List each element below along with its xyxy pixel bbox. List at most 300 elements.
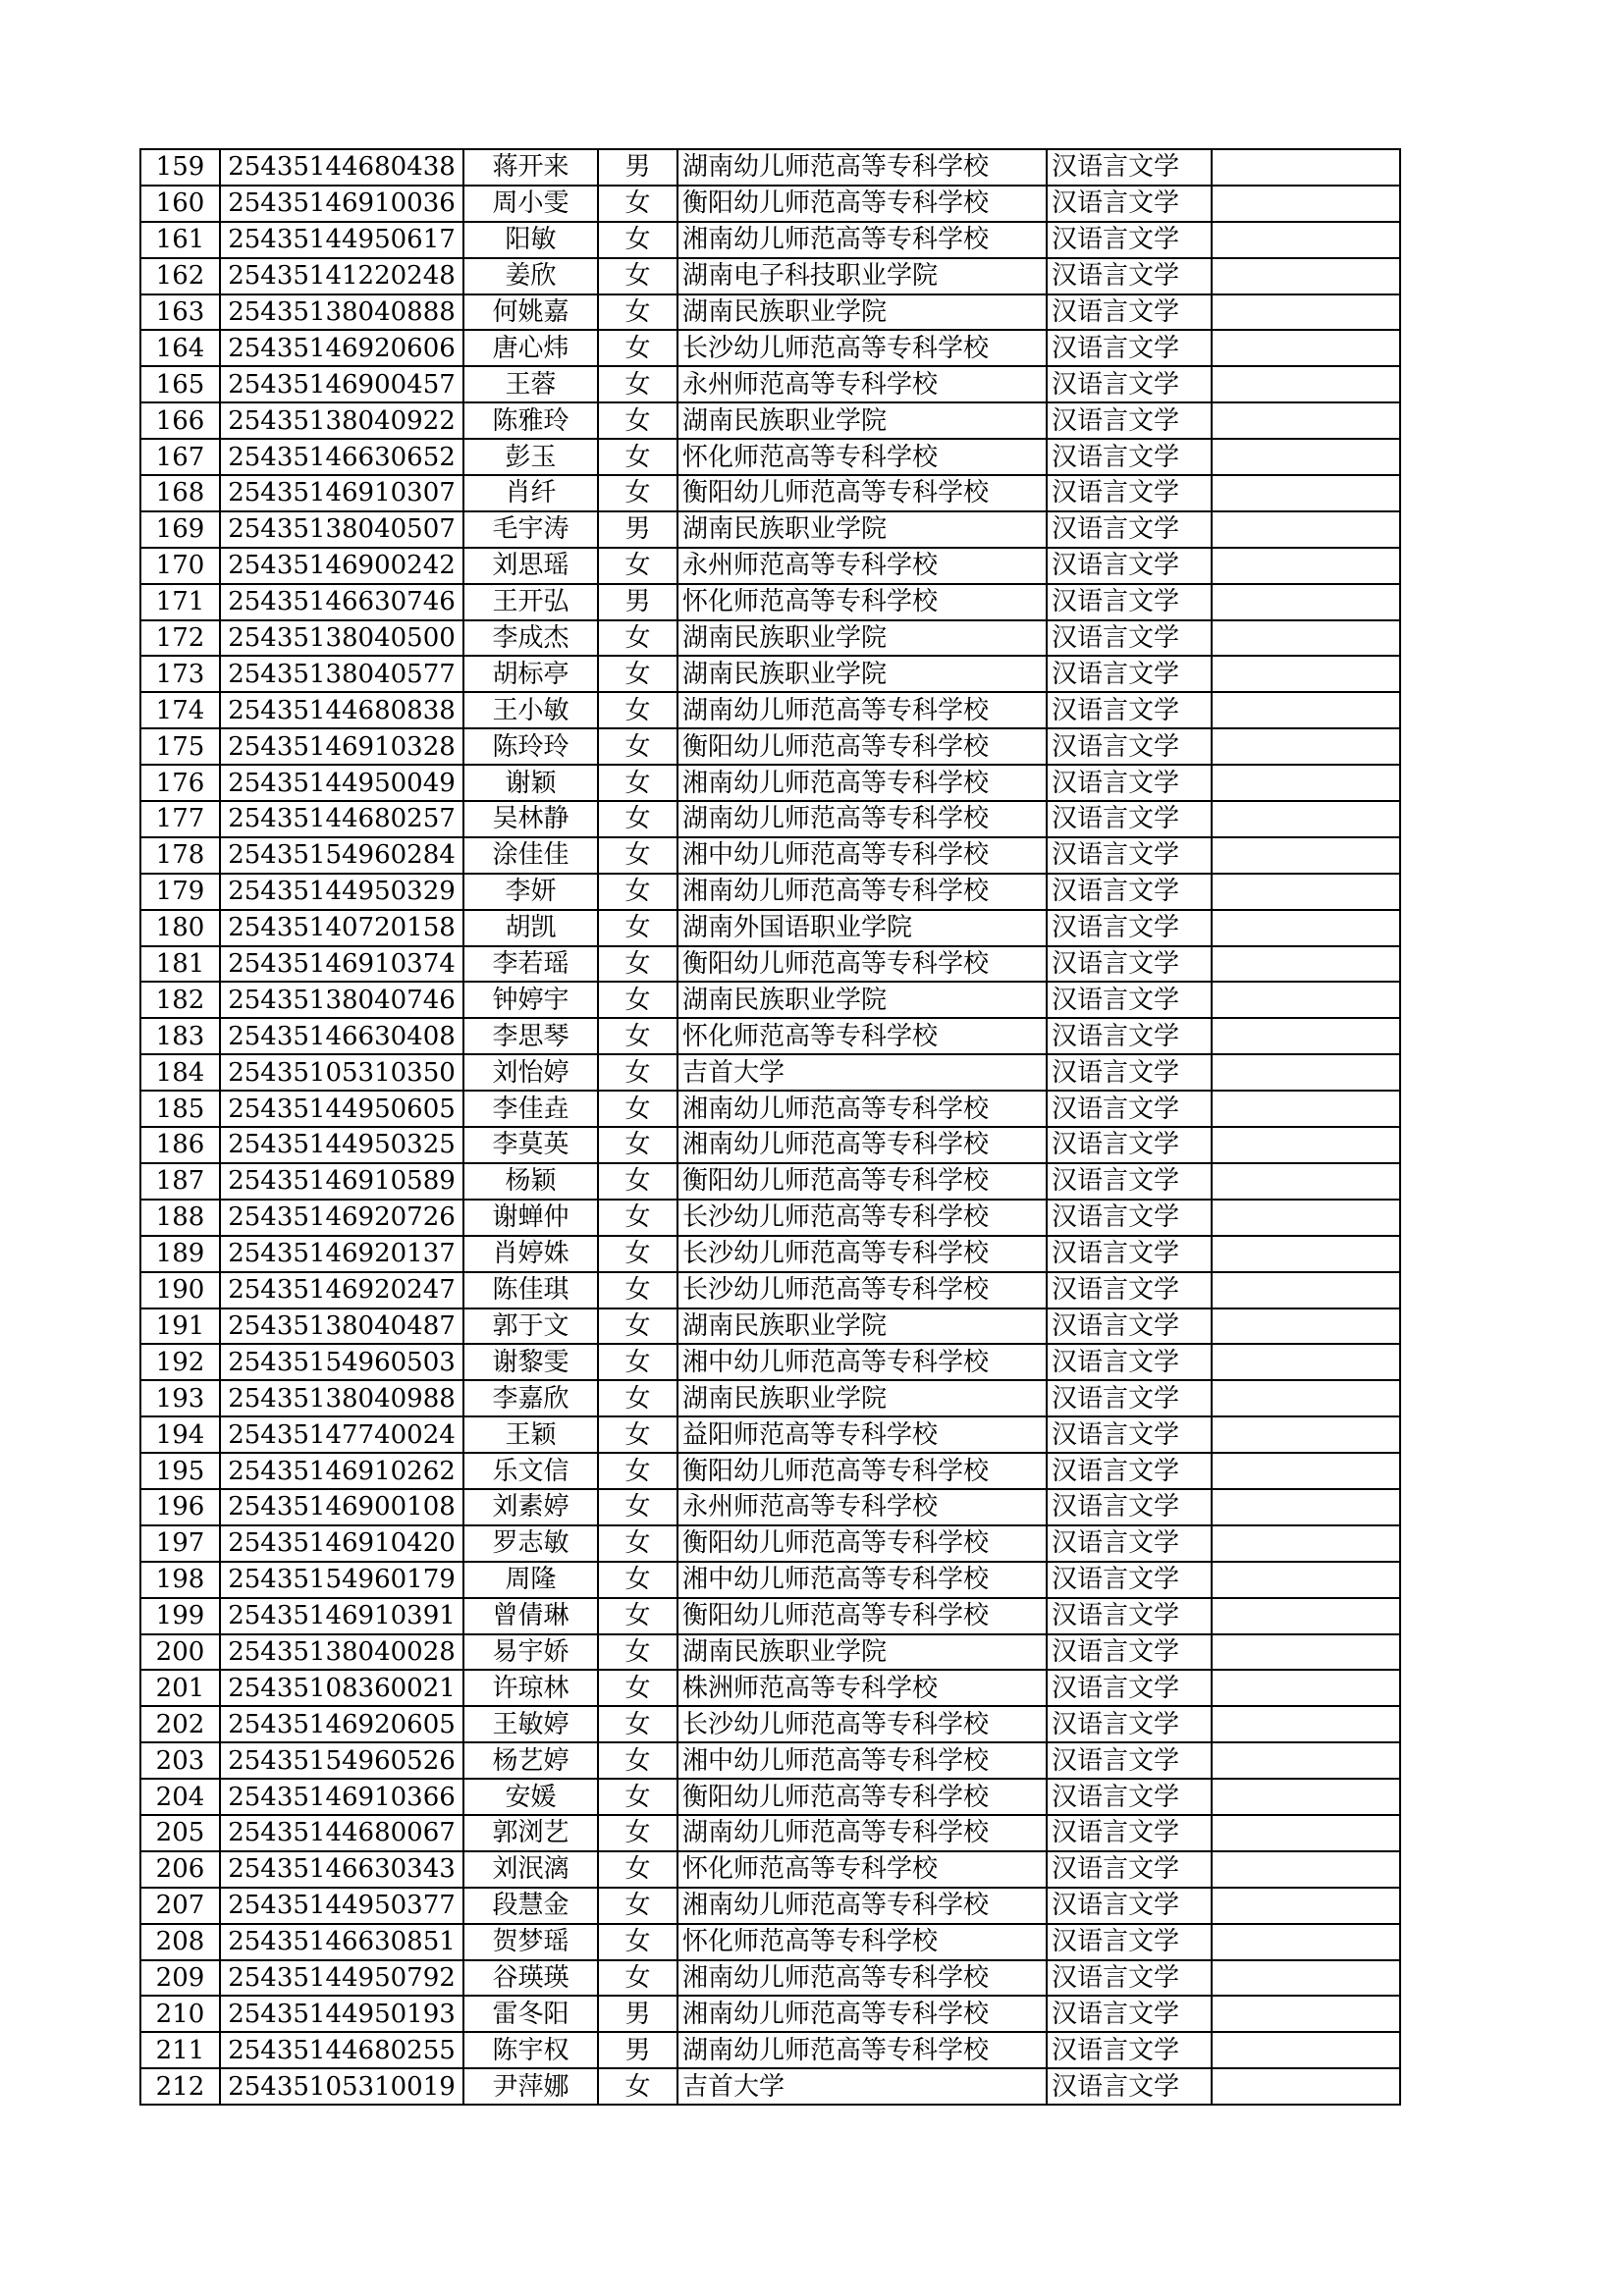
gender-cell: 女 xyxy=(598,1815,677,1851)
candidate-id-cell: 25435141220248 xyxy=(220,258,463,294)
remark-cell xyxy=(1212,1996,1400,2032)
candidate-id-cell: 25435138040500 xyxy=(220,620,463,657)
candidate-id-cell: 25435146630851 xyxy=(220,1924,463,1960)
remark-cell xyxy=(1212,1851,1400,1888)
serial-number-cell: 161 xyxy=(140,222,220,258)
name-cell: 陈玲玲 xyxy=(463,728,598,765)
serial-number-cell: 176 xyxy=(140,765,220,801)
remark-cell xyxy=(1212,1489,1400,1525)
name-cell: 谢颖 xyxy=(463,765,598,801)
name-cell: 王蓉 xyxy=(463,366,598,402)
serial-number-cell: 174 xyxy=(140,692,220,728)
gender-cell: 女 xyxy=(598,1091,677,1127)
candidate-id-cell: 25435146910374 xyxy=(220,946,463,983)
candidate-id-cell: 25435138040507 xyxy=(220,511,463,548)
table-row xyxy=(140,439,1400,475)
name-cell: 吴林静 xyxy=(463,801,598,837)
table-row xyxy=(140,149,1400,186)
name-cell: 刘思瑶 xyxy=(463,548,598,584)
name-cell: 钟婷宇 xyxy=(463,982,598,1018)
gender-cell: 女 xyxy=(598,1670,677,1706)
school-cell: 衡阳幼儿师范高等专科学校 xyxy=(677,728,1047,765)
table-row xyxy=(140,1054,1400,1091)
table-row xyxy=(140,366,1400,402)
candidate-id-cell: 25435105310350 xyxy=(220,1054,463,1091)
serial-number-cell: 163 xyxy=(140,294,220,331)
candidate-id-cell: 25435144950193 xyxy=(220,1996,463,2032)
major-cell: 汉语言文学 xyxy=(1047,330,1212,366)
gender-cell: 女 xyxy=(598,1706,677,1742)
remark-cell xyxy=(1212,402,1400,439)
candidate-id-cell: 25435144680257 xyxy=(220,801,463,837)
gender-cell: 女 xyxy=(598,1634,677,1671)
candidate-id-cell: 25435146630746 xyxy=(220,584,463,620)
name-cell: 谷瑛瑛 xyxy=(463,1960,598,1997)
major-cell: 汉语言文学 xyxy=(1047,946,1212,983)
remark-cell xyxy=(1212,728,1400,765)
table-row xyxy=(140,910,1400,946)
remark-cell xyxy=(1212,222,1400,258)
school-cell: 怀化师范高等专科学校 xyxy=(677,439,1047,475)
table-row xyxy=(140,1960,1400,1997)
table-row xyxy=(140,1272,1400,1308)
candidate-id-cell: 25435154960503 xyxy=(220,1344,463,1380)
gender-cell: 女 xyxy=(598,1416,677,1453)
major-cell: 汉语言文学 xyxy=(1047,1888,1212,1924)
table-row xyxy=(140,294,1400,331)
gender-cell: 女 xyxy=(598,765,677,801)
candidate-id-cell: 25435146910366 xyxy=(220,1779,463,1815)
table-row xyxy=(140,837,1400,874)
candidate-id-cell: 25435146630408 xyxy=(220,1018,463,1054)
school-cell: 湖南幼儿师范高等专科学校 xyxy=(677,149,1047,186)
table-row xyxy=(140,1888,1400,1924)
table-row xyxy=(140,728,1400,765)
remark-cell xyxy=(1212,946,1400,983)
remark-cell xyxy=(1212,656,1400,692)
serial-number-cell: 210 xyxy=(140,1996,220,2032)
serial-number-cell: 208 xyxy=(140,1924,220,1960)
name-cell: 何姚嘉 xyxy=(463,294,598,331)
remark-cell xyxy=(1212,1018,1400,1054)
gender-cell: 女 xyxy=(598,1344,677,1380)
major-cell: 汉语言文学 xyxy=(1047,2068,1212,2105)
remark-cell xyxy=(1212,982,1400,1018)
major-cell: 汉语言文学 xyxy=(1047,1960,1212,1997)
major-cell: 汉语言文学 xyxy=(1047,1308,1212,1345)
candidate-id-cell: 25435144950049 xyxy=(220,765,463,801)
remark-cell xyxy=(1212,1236,1400,1272)
candidate-id-cell: 25435146900108 xyxy=(220,1489,463,1525)
remark-cell xyxy=(1212,1272,1400,1308)
school-cell: 湘南幼儿师范高等专科学校 xyxy=(677,1091,1047,1127)
remark-cell xyxy=(1212,149,1400,186)
major-cell: 汉语言文学 xyxy=(1047,728,1212,765)
gender-cell: 女 xyxy=(598,801,677,837)
gender-cell: 女 xyxy=(598,1924,677,1960)
school-cell: 永州师范高等专科学校 xyxy=(677,1489,1047,1525)
table-row xyxy=(140,1236,1400,1272)
school-cell: 湖南民族职业学院 xyxy=(677,1308,1047,1345)
candidate-id-cell: 25435138040988 xyxy=(220,1380,463,1416)
major-cell: 汉语言文学 xyxy=(1047,1489,1212,1525)
serial-number-cell: 160 xyxy=(140,186,220,222)
remark-cell xyxy=(1212,910,1400,946)
table-row xyxy=(140,1489,1400,1525)
name-cell: 郭于文 xyxy=(463,1308,598,1345)
remark-cell xyxy=(1212,1127,1400,1163)
gender-cell: 女 xyxy=(598,1742,677,1779)
serial-number-cell: 195 xyxy=(140,1453,220,1489)
gender-cell: 男 xyxy=(598,511,677,548)
serial-number-cell: 185 xyxy=(140,1091,220,1127)
serial-number-cell: 169 xyxy=(140,511,220,548)
name-cell: 李妍 xyxy=(463,874,598,910)
gender-cell: 女 xyxy=(598,1525,677,1562)
gender-cell: 女 xyxy=(598,1489,677,1525)
school-cell: 湘南幼儿师范高等专科学校 xyxy=(677,222,1047,258)
serial-number-cell: 173 xyxy=(140,656,220,692)
serial-number-cell: 164 xyxy=(140,330,220,366)
candidate-id-cell: 25435146630343 xyxy=(220,1851,463,1888)
candidate-id-cell: 25435144680438 xyxy=(220,149,463,186)
table-row xyxy=(140,475,1400,511)
name-cell: 彭玉 xyxy=(463,439,598,475)
major-cell: 汉语言文学 xyxy=(1047,1453,1212,1489)
school-cell: 怀化师范高等专科学校 xyxy=(677,1924,1047,1960)
school-cell: 湘中幼儿师范高等专科学校 xyxy=(677,837,1047,874)
remark-cell xyxy=(1212,1054,1400,1091)
candidate-id-cell: 25435146910391 xyxy=(220,1598,463,1634)
name-cell: 刘泯漓 xyxy=(463,1851,598,1888)
serial-number-cell: 206 xyxy=(140,1851,220,1888)
table-row xyxy=(140,801,1400,837)
school-cell: 怀化师范高等专科学校 xyxy=(677,584,1047,620)
table-row xyxy=(140,330,1400,366)
table-row xyxy=(140,1742,1400,1779)
name-cell: 雷冬阳 xyxy=(463,1996,598,2032)
candidate-id-cell: 25435146910036 xyxy=(220,186,463,222)
name-cell: 乐文信 xyxy=(463,1453,598,1489)
candidate-id-cell: 25435146910589 xyxy=(220,1163,463,1200)
table-row xyxy=(140,874,1400,910)
major-cell: 汉语言文学 xyxy=(1047,982,1212,1018)
remark-cell xyxy=(1212,1091,1400,1127)
remark-cell xyxy=(1212,765,1400,801)
candidate-id-cell: 25435138040746 xyxy=(220,982,463,1018)
major-cell: 汉语言文学 xyxy=(1047,1380,1212,1416)
name-cell: 肖婷姝 xyxy=(463,1236,598,1272)
candidate-id-cell: 25435146910307 xyxy=(220,475,463,511)
serial-number-cell: 205 xyxy=(140,1815,220,1851)
major-cell: 汉语言文学 xyxy=(1047,222,1212,258)
serial-number-cell: 182 xyxy=(140,982,220,1018)
school-cell: 湖南民族职业学院 xyxy=(677,402,1047,439)
table-row xyxy=(140,222,1400,258)
major-cell: 汉语言文学 xyxy=(1047,1851,1212,1888)
candidate-id-cell: 25435154960284 xyxy=(220,837,463,874)
school-cell: 衡阳幼儿师范高等专科学校 xyxy=(677,1453,1047,1489)
serial-number-cell: 165 xyxy=(140,366,220,402)
serial-number-cell: 184 xyxy=(140,1054,220,1091)
name-cell: 刘素婷 xyxy=(463,1489,598,1525)
table-row xyxy=(140,584,1400,620)
major-cell: 汉语言文学 xyxy=(1047,294,1212,331)
name-cell: 周隆 xyxy=(463,1562,598,1598)
name-cell: 李莫英 xyxy=(463,1127,598,1163)
table-row xyxy=(140,620,1400,657)
candidate-id-cell: 25435146900457 xyxy=(220,366,463,402)
serial-number-cell: 200 xyxy=(140,1634,220,1671)
name-cell: 阳敏 xyxy=(463,222,598,258)
candidate-id-cell: 25435144680255 xyxy=(220,2032,463,2068)
major-cell: 汉语言文学 xyxy=(1047,1054,1212,1091)
major-cell: 汉语言文学 xyxy=(1047,801,1212,837)
candidate-id-cell: 25435138040922 xyxy=(220,402,463,439)
serial-number-cell: 172 xyxy=(140,620,220,657)
major-cell: 汉语言文学 xyxy=(1047,1779,1212,1815)
table-row xyxy=(140,1598,1400,1634)
gender-cell: 女 xyxy=(598,982,677,1018)
school-cell: 湖南民族职业学院 xyxy=(677,294,1047,331)
gender-cell: 女 xyxy=(598,222,677,258)
name-cell: 杨颖 xyxy=(463,1163,598,1200)
gender-cell: 女 xyxy=(598,1380,677,1416)
major-cell: 汉语言文学 xyxy=(1047,1272,1212,1308)
school-cell: 衡阳幼儿师范高等专科学校 xyxy=(677,475,1047,511)
gender-cell: 女 xyxy=(598,2068,677,2105)
serial-number-cell: 191 xyxy=(140,1308,220,1345)
table-row xyxy=(140,1308,1400,1345)
table-row xyxy=(140,1851,1400,1888)
table-row xyxy=(140,258,1400,294)
table-row xyxy=(140,1779,1400,1815)
major-cell: 汉语言文学 xyxy=(1047,692,1212,728)
major-cell: 汉语言文学 xyxy=(1047,548,1212,584)
table-row xyxy=(140,1924,1400,1960)
major-cell: 汉语言文学 xyxy=(1047,1163,1212,1200)
serial-number-cell: 190 xyxy=(140,1272,220,1308)
remark-cell xyxy=(1212,1598,1400,1634)
major-cell: 汉语言文学 xyxy=(1047,1200,1212,1236)
table-row xyxy=(140,1127,1400,1163)
major-cell: 汉语言文学 xyxy=(1047,765,1212,801)
gender-cell: 男 xyxy=(598,2032,677,2068)
major-cell: 汉语言文学 xyxy=(1047,2032,1212,2068)
candidate-id-cell: 25435146910262 xyxy=(220,1453,463,1489)
name-cell: 尹萍娜 xyxy=(463,2068,598,2105)
candidate-id-cell: 25435146900242 xyxy=(220,548,463,584)
major-cell: 汉语言文学 xyxy=(1047,656,1212,692)
school-cell: 益阳师范高等专科学校 xyxy=(677,1416,1047,1453)
remark-cell xyxy=(1212,620,1400,657)
name-cell: 刘怡婷 xyxy=(463,1054,598,1091)
gender-cell: 女 xyxy=(598,728,677,765)
table-row xyxy=(140,1091,1400,1127)
major-cell: 汉语言文学 xyxy=(1047,1815,1212,1851)
school-cell: 湘南幼儿师范高等专科学校 xyxy=(677,1127,1047,1163)
gender-cell: 男 xyxy=(598,584,677,620)
table-row xyxy=(140,1344,1400,1380)
table-row xyxy=(140,1562,1400,1598)
table-row xyxy=(140,511,1400,548)
school-cell: 长沙幼儿师范高等专科学校 xyxy=(677,1200,1047,1236)
name-cell: 毛宇涛 xyxy=(463,511,598,548)
major-cell: 汉语言文学 xyxy=(1047,1091,1212,1127)
gender-cell: 女 xyxy=(598,402,677,439)
remark-cell xyxy=(1212,1924,1400,1960)
major-cell: 汉语言文学 xyxy=(1047,1634,1212,1671)
remark-cell xyxy=(1212,258,1400,294)
major-cell: 汉语言文学 xyxy=(1047,1562,1212,1598)
school-cell: 湖南幼儿师范高等专科学校 xyxy=(677,692,1047,728)
serial-number-cell: 175 xyxy=(140,728,220,765)
name-cell: 杨艺婷 xyxy=(463,1742,598,1779)
serial-number-cell: 198 xyxy=(140,1562,220,1598)
remark-cell xyxy=(1212,1200,1400,1236)
remark-cell xyxy=(1212,1742,1400,1779)
remark-cell xyxy=(1212,1344,1400,1380)
school-cell: 湘南幼儿师范高等专科学校 xyxy=(677,1960,1047,1997)
remark-cell xyxy=(1212,330,1400,366)
serial-number-cell: 196 xyxy=(140,1489,220,1525)
remark-cell xyxy=(1212,294,1400,331)
school-cell: 湖南民族职业学院 xyxy=(677,982,1047,1018)
gender-cell: 女 xyxy=(598,1163,677,1200)
name-cell: 胡凯 xyxy=(463,910,598,946)
school-cell: 湖南幼儿师范高等专科学校 xyxy=(677,2032,1047,2068)
gender-cell: 女 xyxy=(598,1272,677,1308)
roster-table-body xyxy=(140,149,1400,2105)
school-cell: 长沙幼儿师范高等专科学校 xyxy=(677,1272,1047,1308)
serial-number-cell: 189 xyxy=(140,1236,220,1272)
candidate-id-cell: 25435138040028 xyxy=(220,1634,463,1671)
serial-number-cell: 201 xyxy=(140,1670,220,1706)
table-row xyxy=(140,548,1400,584)
candidate-id-cell: 25435138040888 xyxy=(220,294,463,331)
candidate-id-cell: 25435146920605 xyxy=(220,1706,463,1742)
serial-number-cell: 207 xyxy=(140,1888,220,1924)
serial-number-cell: 166 xyxy=(140,402,220,439)
candidate-id-cell: 25435144950617 xyxy=(220,222,463,258)
gender-cell: 女 xyxy=(598,1200,677,1236)
serial-number-cell: 162 xyxy=(140,258,220,294)
candidate-id-cell: 25435144950325 xyxy=(220,1127,463,1163)
name-cell: 许琼林 xyxy=(463,1670,598,1706)
table-row xyxy=(140,186,1400,222)
name-cell: 李若瑶 xyxy=(463,946,598,983)
serial-number-cell: 188 xyxy=(140,1200,220,1236)
gender-cell: 女 xyxy=(598,1054,677,1091)
name-cell: 陈雅玲 xyxy=(463,402,598,439)
gender-cell: 女 xyxy=(598,1851,677,1888)
remark-cell xyxy=(1212,1670,1400,1706)
name-cell: 唐心炜 xyxy=(463,330,598,366)
gender-cell: 女 xyxy=(598,294,677,331)
table-row xyxy=(140,692,1400,728)
gender-cell: 女 xyxy=(598,874,677,910)
name-cell: 周小雯 xyxy=(463,186,598,222)
gender-cell: 女 xyxy=(598,366,677,402)
remark-cell xyxy=(1212,2032,1400,2068)
gender-cell: 女 xyxy=(598,439,677,475)
name-cell: 谢蝉仲 xyxy=(463,1200,598,1236)
major-cell: 汉语言文学 xyxy=(1047,402,1212,439)
school-cell: 衡阳幼儿师范高等专科学校 xyxy=(677,1163,1047,1200)
gender-cell: 女 xyxy=(598,548,677,584)
school-cell: 怀化师范高等专科学校 xyxy=(677,1018,1047,1054)
school-cell: 湘南幼儿师范高等专科学校 xyxy=(677,1888,1047,1924)
major-cell: 汉语言文学 xyxy=(1047,584,1212,620)
candidate-id-cell: 25435147740024 xyxy=(220,1416,463,1453)
serial-number-cell: 177 xyxy=(140,801,220,837)
candidate-id-cell: 25435144950329 xyxy=(220,874,463,910)
school-cell: 湖南民族职业学院 xyxy=(677,656,1047,692)
name-cell: 王敏婷 xyxy=(463,1706,598,1742)
serial-number-cell: 211 xyxy=(140,2032,220,2068)
remark-cell xyxy=(1212,1779,1400,1815)
serial-number-cell: 212 xyxy=(140,2068,220,2105)
school-cell: 吉首大学 xyxy=(677,2068,1047,2105)
school-cell: 湘中幼儿师范高等专科学校 xyxy=(677,1562,1047,1598)
remark-cell xyxy=(1212,1308,1400,1345)
major-cell: 汉语言文学 xyxy=(1047,1996,1212,2032)
name-cell: 郭浏艺 xyxy=(463,1815,598,1851)
serial-number-cell: 199 xyxy=(140,1598,220,1634)
gender-cell: 女 xyxy=(598,1236,677,1272)
name-cell: 王开弘 xyxy=(463,584,598,620)
table-row xyxy=(140,1018,1400,1054)
major-cell: 汉语言文学 xyxy=(1047,1742,1212,1779)
serial-number-cell: 186 xyxy=(140,1127,220,1163)
name-cell: 安媛 xyxy=(463,1779,598,1815)
serial-number-cell: 178 xyxy=(140,837,220,874)
school-cell: 湖南电子科技职业学院 xyxy=(677,258,1047,294)
serial-number-cell: 192 xyxy=(140,1344,220,1380)
major-cell: 汉语言文学 xyxy=(1047,1598,1212,1634)
name-cell: 肖纤 xyxy=(463,475,598,511)
candidate-id-cell: 25435108360021 xyxy=(220,1670,463,1706)
table-row xyxy=(140,982,1400,1018)
name-cell: 李佳垚 xyxy=(463,1091,598,1127)
gender-cell: 女 xyxy=(598,1779,677,1815)
table-row xyxy=(140,765,1400,801)
name-cell: 段慧金 xyxy=(463,1888,598,1924)
table-row xyxy=(140,946,1400,983)
school-cell: 湖南幼儿师范高等专科学校 xyxy=(677,801,1047,837)
serial-number-cell: 181 xyxy=(140,946,220,983)
name-cell: 罗志敏 xyxy=(463,1525,598,1562)
gender-cell: 女 xyxy=(598,910,677,946)
school-cell: 湘中幼儿师范高等专科学校 xyxy=(677,1742,1047,1779)
remark-cell xyxy=(1212,2068,1400,2105)
gender-cell: 女 xyxy=(598,620,677,657)
school-cell: 长沙幼儿师范高等专科学校 xyxy=(677,330,1047,366)
serial-number-cell: 168 xyxy=(140,475,220,511)
major-cell: 汉语言文学 xyxy=(1047,1525,1212,1562)
table-row xyxy=(140,402,1400,439)
school-cell: 湖南民族职业学院 xyxy=(677,511,1047,548)
serial-number-cell: 183 xyxy=(140,1018,220,1054)
gender-cell: 女 xyxy=(598,1562,677,1598)
major-cell: 汉语言文学 xyxy=(1047,1018,1212,1054)
gender-cell: 女 xyxy=(598,1598,677,1634)
name-cell: 李嘉欣 xyxy=(463,1380,598,1416)
major-cell: 汉语言文学 xyxy=(1047,1344,1212,1380)
table-row xyxy=(140,1670,1400,1706)
name-cell: 王小敏 xyxy=(463,692,598,728)
remark-cell xyxy=(1212,584,1400,620)
